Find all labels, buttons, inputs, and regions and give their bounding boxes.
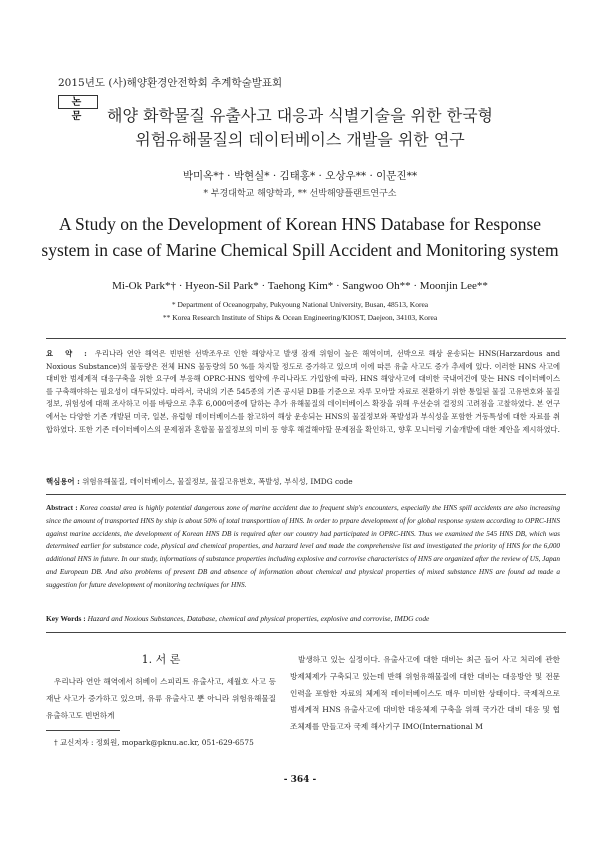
conference-name: 2015년도 (사)해양환경안전학회 추계학술발표회 <box>58 77 283 89</box>
title-english-line-2: system in case of Marine Chemical Spill Accident and Monitoring system <box>41 240 559 260</box>
abstract-korean <box>46 348 560 436</box>
authors-korean: 박미옥*† · 박현실* · 김태홍* · 오상우** · 이문진** <box>182 170 418 182</box>
body-column-right <box>290 652 560 736</box>
keywords-english <box>46 614 560 623</box>
keywords-korean <box>46 476 560 487</box>
title-korean-line-1: 해양 화학물질 유출사고 대응과 식별기술을 위한 한국형 <box>106 106 493 125</box>
keywords-english-label: Key Words : <box>46 614 86 623</box>
divider-middle <box>46 494 566 495</box>
abstract-english-text: Korea coastal area is highly potential dangerous zone of marine accident due to frequent ship's encounters, especially the HNS spill accidents are also increasing since the amount of transported HNS by ship is about 50% of total transporttion of HNS. In order to prpare development of for global response system according to OPRC-HNS against marine accidents, the development of Korean HNS DB is required after our country had participated in OPRC-HNS. Thus we examined the 545 HNS DB, which was determined earlier for substance code, physical and chemical properties, and harzard level and made the comprehensive list and investigated the priority of HNS for the 6,000 additional HNS in future. In our study, informations of substance properties including explosive and corrovise characteristcs of HNS are organized after the review of US, Japan and European DB. And also problems of present DB and absence of information about chemical and physical properties of mixed substance HNS are found ad made a suggestion for future development of monitoring techniques for HNS. <box>46 504 560 589</box>
divider-bottom <box>46 632 566 633</box>
corresponding-author-footnote: † 교신저자 : 정회원, mopark@pknu.ac.kr, 051-629-6575 <box>54 738 254 747</box>
abstract-english-label: Abstract : <box>46 504 78 512</box>
keywords-english-text: Hazard and Noxious Substances, Database, chemical and physical properties, explosive and corrovise, IMDG code <box>87 614 430 623</box>
body-column-left <box>46 674 276 724</box>
paper-type-badge: 논 문 <box>58 95 98 109</box>
abstract-korean-label: 요 약 : <box>46 349 91 358</box>
title-english-line-1: A Study on the Development of Korean HNS Database for Response <box>58 214 542 234</box>
abstract-english <box>46 502 560 592</box>
keywords-korean-text: 위험유해물질, 데이터베이스, 물질정보, 물질고유번호, 폭발성, 부식성, IMDG code <box>82 477 353 486</box>
affiliation-english-1: * Department of Oceanogrpahy, Pukyoung National University, Busan, 48513, Korea <box>171 300 429 309</box>
title-korean-line-2: 위험유해물질의 데이터베이스 개발을 위한 연구 <box>135 130 465 149</box>
body-paragraph-right: 발생하고 있는 실정이다. 유출사고에 대한 대비는 최근 들어 사고 처리에 관한 방제체제가 구축되고 있는데 반해 위험유해물질에 대한 대비는 대응방안 및 전문 인력을 포함한 자료의 체계적 데이터베이스도 매우 미비한 상태이다. 국제적으로 범세계적 HNS 유출사고에 대비한 대응체제 구축을 위해 국가간 대비 대응 및 협조체제를 만들고자 국제 해사기구 IMO(International M <box>290 655 560 732</box>
body-paragraph-left: 우리나라 연안 해역에서 허베이 스피리트 유출사고, 세월호 사고 등 재난 사고가 증가하고 있으며, 유류 유출사고 뿐 아니라 위험유해물질 유출하고도 빈번하게 <box>46 677 276 720</box>
page-number: - 364 - <box>283 775 317 785</box>
affiliation-english-2: ** Korea Research Institute of Ships & Ocean Engineering/KIOST, Daejeon, 34103, Korea <box>162 313 438 322</box>
abstract-korean-text: 우리나라 연안 해역은 빈번한 선박조우로 인한 해양사고 발생 잠재 위험이 높은 해역이며, 선박으로 해상 운송되는 HNS(Harzardous and Noxious Substance)의 물동량은 전체 HNS 물동량의 50 %를 차지할 정도로 증가하고 있으며 이에 따른 유출 사고도 증가 추세에 있다. 이러한 HNS 사고에 대비한 범세계적 대응구축을 위한 요구에 부응해 OPRC-HNS 협약에 우리나라도 가입함에 따라, HNS 해양사고에 대비한 국내여건에 맞는 HNS 데이터베이스를 구축해야하는 필요성이 대두되었다. 따라서, 국내의 기존 545종의 기존 공시된 DB를 기준으로 자루 모아말 자료로 전환하기 위한 통일된 물질 고유번호와 물질정보, 위험성에 대해 조사하고 이를 바탕으로 추후 6,000여종에 달하는 추가 유해물질의 데이터베이스 확장을 위해 우선순위 결정의 고려점을 고찰하였다. 본 연구에서는 다양한 기존 개발된 미국, 일본, 유럽형 데이터베이스를 참고하여 해상 운송되는 HNS의 물질정보와 폭발성과 부식성을 포함한 거동특성에 대한 자료를 취합하였다. 또한 기존 데이터베이스의 문제점과 혼합물 물질정보의 미비 등 향후 해결해야할 문제점을 확인하고, 향후 모니터링 기술개발에 대한 제안을 제시하였다. <box>46 349 560 434</box>
keywords-korean-label: 핵심용어 : <box>46 477 80 486</box>
affiliation-korean: * 부경대학교 해양학과, ** 선박해양플랜트연구소 <box>203 189 397 199</box>
footnote-divider <box>46 730 120 731</box>
authors-english: Mi-Ok Park*† · Hyeon-Sil Park* · Taehong Kim* · Sangwoo Oh** · Moonjin Lee** <box>112 280 488 292</box>
divider-top <box>46 338 566 339</box>
section-heading-introduction: 1. 서 론 <box>141 653 181 666</box>
